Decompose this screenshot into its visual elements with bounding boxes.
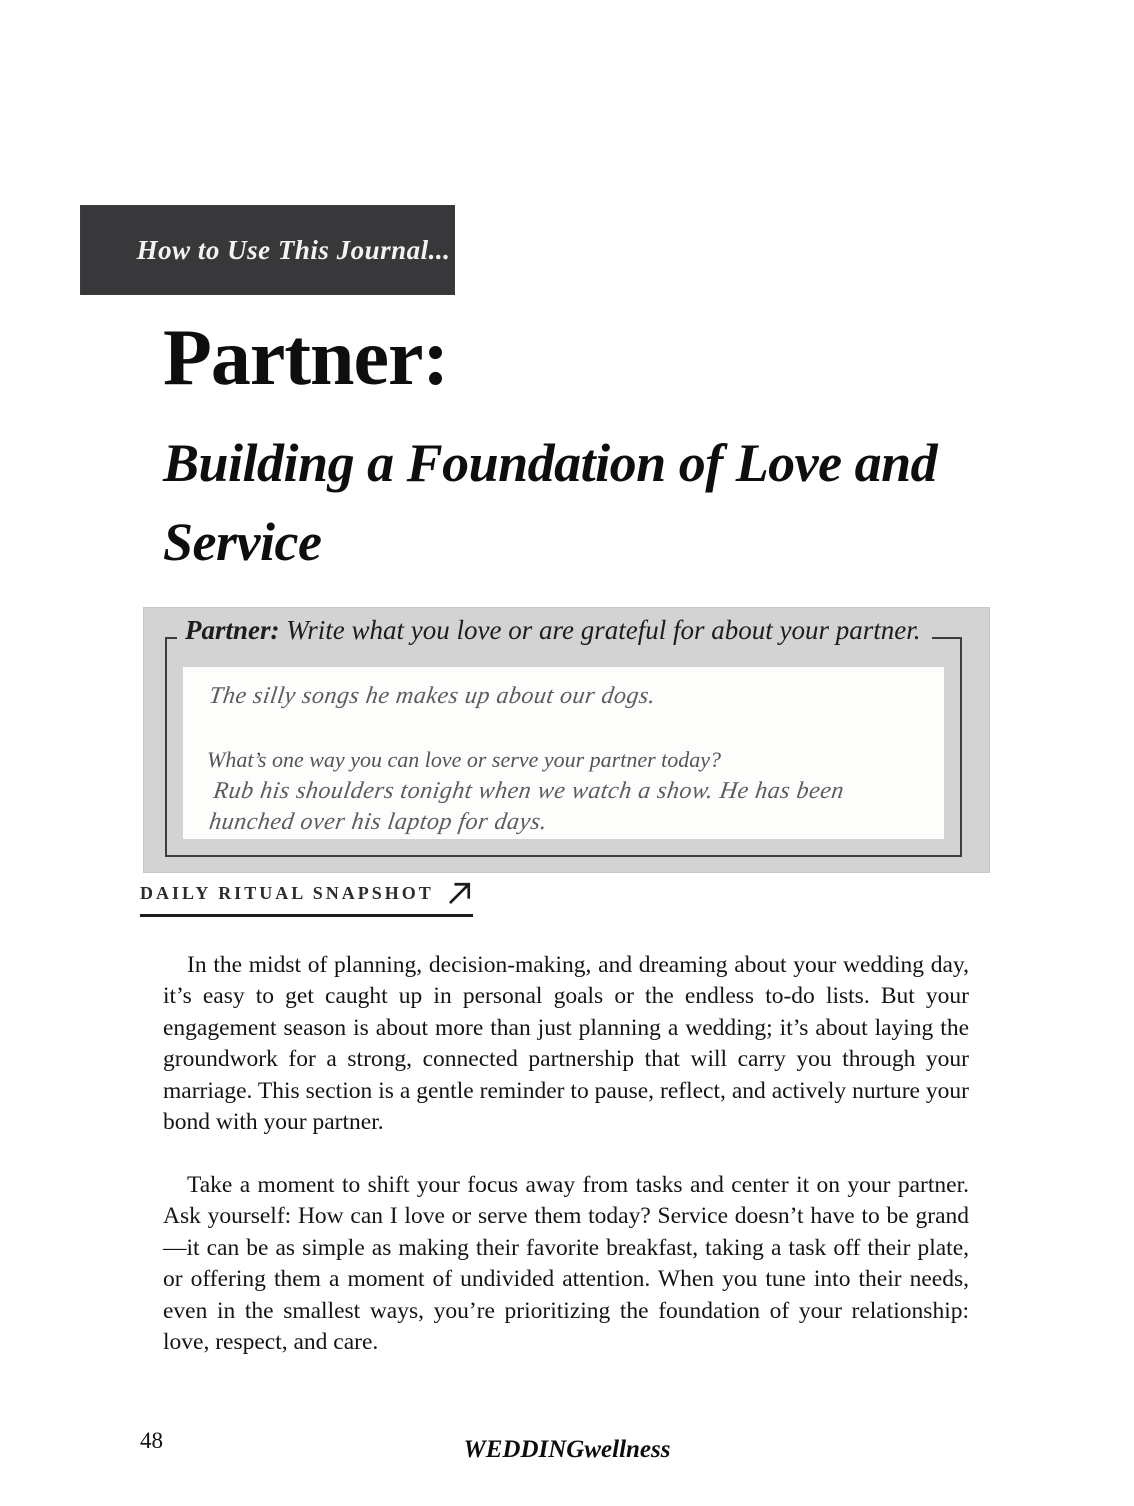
handwritten-entry-service: Rub his shoulders tonight when we watch a show. He has been hunched over his laptop for days. (207, 777, 846, 835)
daily-ritual-snapshot-label: DAILY RITUAL SNAPSHOT (140, 883, 434, 903)
journal-card-border (165, 615, 962, 857)
journal-prompt-text: Write what you love or are grateful for about your partner. (279, 615, 921, 645)
book-title-footer: WEDDINGwellness (463, 1436, 671, 1463)
chapter-title: Partner: (163, 314, 449, 402)
handwritten-entry-gratitude: The silly songs he makes up about our dogs. (207, 683, 658, 709)
daily-ritual-snapshot-link (140, 880, 473, 917)
body-paragraph-2: Take a moment to shift your focus away from tasks and center it on your partner. Ask yourself: How can I love or serve them today? Service doesn’t have to be grand—it can be as simple as making their favorite breakfast, taking a task off their plate, or offering them a moment of undivided attention. When you tune into their needs, even in the smallest ways, you’re prioritizing the foundation of your relationship: love, respect, and care. (163, 1171, 969, 1356)
chapter-subtitle: Building a Foundation of Love and Service (163, 433, 938, 573)
journal-sub-question: What’s one way you can love or serve your partner today? (207, 747, 722, 773)
journal-prompt-legend (177, 616, 932, 650)
body-paragraph-1: In the midst of planning, decision-making, and dreaming about your wedding day, it’s easy to get caught up in personal goals or the endless to-do lists. But your engagement season is about more than just planning a wedding; it’s about laying the groundwork for a strong, connected partnership that will carry you through your marriage. This section is a gentle reminder to pause, reflect, and actively nurture your bond with your partner. (163, 952, 969, 1136)
section-banner-label: How to Use This Journal... (136, 234, 451, 265)
arrow-up-right-icon (446, 880, 473, 907)
body-text (163, 950, 969, 1390)
journal-example-card (143, 607, 990, 873)
journal-writing-area (183, 667, 944, 839)
journal-prompt-keyword: Partner: (185, 615, 280, 645)
page-number: 48 (140, 1428, 163, 1453)
chapter-title-block (163, 316, 983, 583)
section-banner (80, 205, 455, 295)
